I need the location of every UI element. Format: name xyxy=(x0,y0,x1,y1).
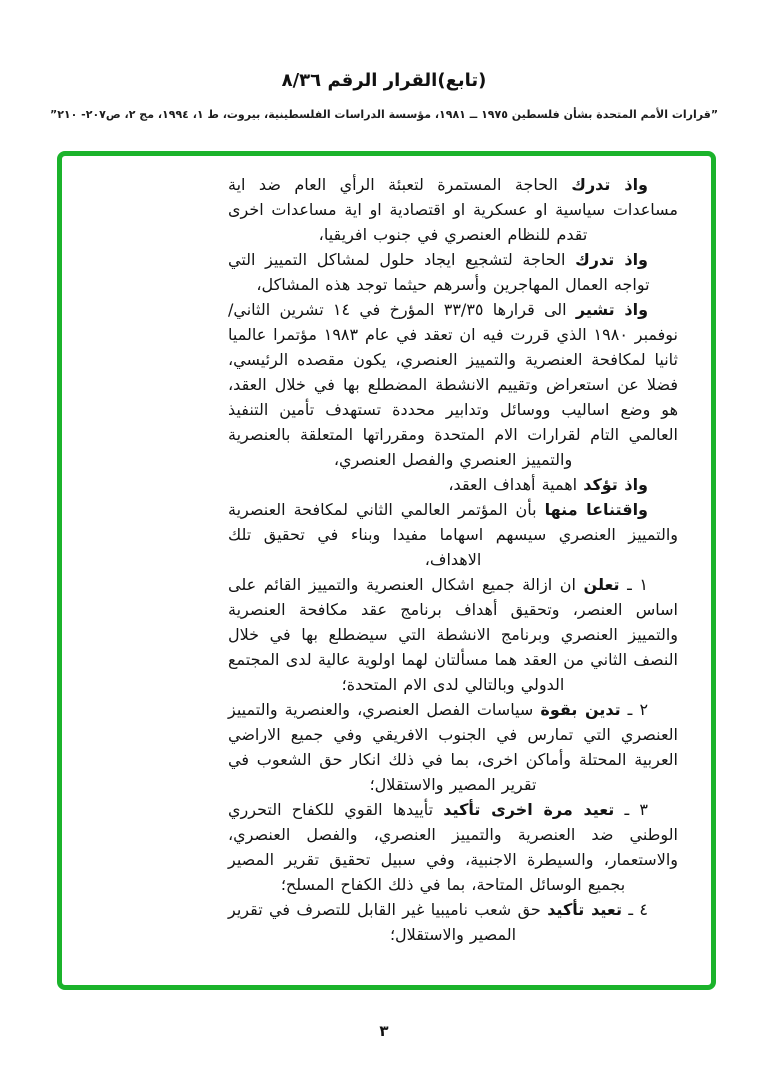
paragraph-lead: تعيد تأكيد xyxy=(547,900,622,919)
content-frame xyxy=(57,151,716,990)
paragraph-number: ٣ ـ xyxy=(614,800,649,819)
page-number: ٣ xyxy=(379,1022,389,1040)
paragraph: ٣ ـ تعيد مرة اخرى تأكيد تأييدها القوي للكفاح التحرري الوطني ضد العنصرية والتمييز العنصري، والفصل العنصري، والاستعمار، والسيطرة الاجنبية، وفي سبيل تحقيق تقرير المصير بجميع الوسائل المتاحة، بما في ذلك الكفاح المسلح؛ xyxy=(228,800,678,894)
paragraph: واقتناعا منها بأن المؤتمر العالمي الثاني لمكافحة العنصرية والتمييز العنصري سيسهم اسهاما مفيدا وبناء في تحقيق تلك الاهداف، xyxy=(228,500,678,569)
paragraph-lead: واذ تؤكد xyxy=(583,475,648,494)
paragraph-number: ٤ ـ xyxy=(621,900,649,919)
source-citation-line: ”قرارات الأمم المتحدة بشأن فلسطين ١٩٧٥ ــ ١٩٨١، مؤسسة الدراسات الفلسطينية، بيروت، ط ١، ١٩٩٤، مج ٢، ص٢٠٧- ٢١٠” xyxy=(49,108,719,121)
paragraph: واذ تؤكد اهمية أهداف العقد، xyxy=(448,475,648,494)
page-title: (تابع)القرار الرقم ٨/٣٦ xyxy=(281,70,487,91)
paragraph: ١ ـ تعلن ان ازالة جميع اشكال العنصرية والتمييز القائم على اساس العنصر، وتحقيق أهداف برنامج عقد مكافحة العنصرية والتمييز العنصري وبرنامج الانشطة التي سيضطلع بها في خلال النصف الثاني من العقد هما مسألتان لهما اولوية عالية لدى المجتمع الدولي وبالتالي لدى الام المتحدة؛ xyxy=(228,575,678,694)
paragraph-lead: واذ تشير xyxy=(575,300,649,319)
paragraph: واذ تدرك الحاجة المستمرة لتعبئة الرأي العام ضد اية مساعدات سياسية او عسكرية او اقتصادية او اية مساعدات اخرى تقدم للنظام العنصري في جنوب افريقيا، xyxy=(228,175,678,244)
paragraph-lead: تعيد مرة اخرى تأكيد xyxy=(443,800,615,819)
paragraph-lead: واقتناعا منها xyxy=(544,500,648,519)
paragraph-number: ٢ ـ xyxy=(620,700,649,719)
paragraph: ٢ ـ تدين بقوة سياسات الفصل العنصري، والعنصرية والتمييز العنصري التي تمارس في الجنوب الافريقي وفي جميع الاراضي العربية المحتلة وأماكن اخرى، بما في ذلك انكار حق الشعوب في تقرير المصير والاستقلال؛ xyxy=(228,700,678,794)
paragraph-number: ١ ـ xyxy=(619,575,649,594)
paragraph-lead: تعلن xyxy=(583,575,620,594)
paragraph: واذ تشير الى قرارها ٣٣/٣٥ المؤرخ في ١٤ تشرين الثاني/نوفمبر ١٩٨٠ الذي قررت فيه ان تعقد في عام ١٩٨٣ مؤتمرا عالميا ثانيا لمكافحة العنصرية والتمييز العنصري، يكون مقصده الرئيسي، فضلا عن استعراض وتقييم الانشطة المضطلع بها في خلال العقد، هو وضع اساليب ووسائل وتدابير محددة تستهدف تأمين التنفيذ العالمي التام لقرارات الام المتحدة ومقرراتها المتعلقة بالعنصرية والتمييز العنصري والفصل العنصري، xyxy=(228,300,679,469)
text-column xyxy=(228,172,678,947)
paragraph-lead: واذ تدرك xyxy=(571,175,648,194)
paragraph: ٤ ـ تعيد تأكيد حق شعب ناميبيا غير القابل للتصرف في تقرير المصير والاستقلال؛ xyxy=(228,900,649,944)
paragraph-lead: واذ تدرك xyxy=(575,250,649,269)
paragraph: واذ تدرك الحاجة لتشجيع ايجاد حلول لمشاكل التمييز التي تواجه العمال المهاجرين وأسرهم حيثما توجد هذه المشاكل، xyxy=(228,250,650,294)
paragraph-lead: تدين بقوة xyxy=(540,700,621,719)
